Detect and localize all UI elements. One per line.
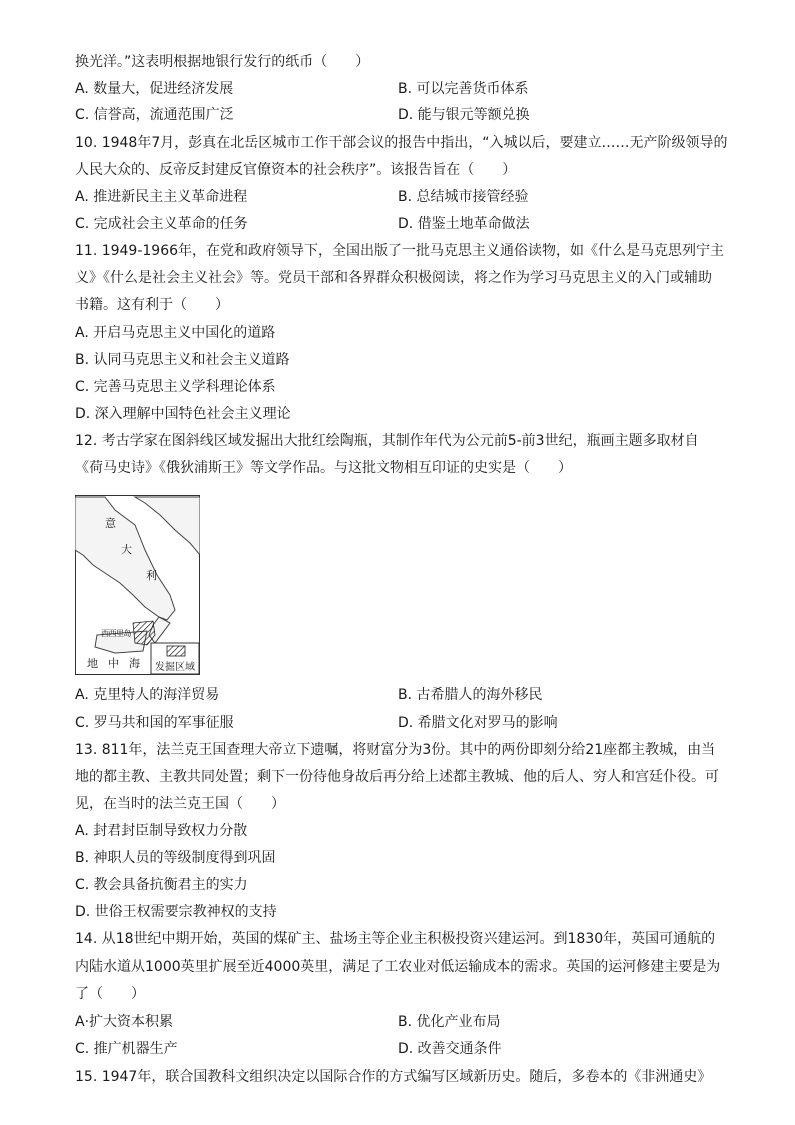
map-label-sicily: 西西里岛 [101, 629, 131, 638]
q12-option-c[interactable]: C. 罗马共和国的军事征服 [75, 715, 234, 731]
q14-option-b[interactable]: B. 优化产业布局 [398, 1014, 501, 1030]
q11-stem-line2: 义》《什么是社会主义社会》等。党员干部和各界群众积极阅读，将之作为学习马克思主义的入门或辅助 [75, 270, 712, 286]
q13-stem-line1: 13. 811年，法兰克王国查理大帝立下遗嘱，将财富分为3份。其中的两份即刻分给21座都主教城，由当 [75, 742, 716, 758]
q10-option-a[interactable]: A. 推进新民主主义革命进程 [75, 189, 248, 205]
q11-stem-line3: 书籍。这有利于（ ） [75, 297, 229, 313]
q14-option-c[interactable]: C. 推广机器生产 [75, 1041, 178, 1057]
q11-option-a[interactable]: A. 开启马克思主义中国化的道路 [75, 325, 276, 341]
q12-stem-line2: 《荷马史诗》《俄狄浦斯王》等文学作品。与这批文物相互印证的史实是（ ） [75, 460, 572, 476]
map-label-di: 地 [87, 657, 98, 670]
q14-stem-line3: 了（ ） [75, 986, 145, 1002]
map-label-yi: 意 [105, 517, 116, 530]
q10-option-d[interactable]: D. 借鉴土地革命做法 [398, 216, 530, 232]
q14-stem-line2: 内陆水道从1000英里扩展至近4000英里，满足了工农业对低运输成本的需求。英国的运河修建主要是为 [75, 959, 721, 975]
q14-option-d[interactable]: D. 改善交通条件 [398, 1041, 502, 1057]
map-label-li: 利 [146, 569, 157, 582]
legend-hatch-swatch [167, 646, 185, 656]
q13-option-d[interactable]: D. 世俗王权需要宗教神权的支持 [75, 904, 277, 920]
q12-option-b[interactable]: B. 古希腊人的海外移民 [398, 687, 543, 703]
q9-option-a[interactable]: A. 数量大，促进经济发展 [75, 81, 234, 97]
q12-option-a[interactable]: A. 克里特人的海洋贸易 [75, 687, 220, 703]
q9-option-b[interactable]: B. 可以完善货币体系 [398, 81, 529, 97]
q10-option-b[interactable]: B. 总结城市接管经验 [398, 189, 529, 205]
q13-option-a[interactable]: A. 封君封臣制导致权力分散 [75, 823, 248, 839]
map-legend-label: 发掘区域 [155, 662, 195, 673]
q14-option-a[interactable]: A·扩大资本积累 [75, 1014, 174, 1030]
q13-stem-line3: 见，在当时的法兰克王国（ ） [75, 796, 285, 812]
q13-option-b[interactable]: B. 神职人员的等级制度得到巩固 [75, 850, 276, 866]
map-label-hai: 海 [129, 657, 140, 670]
q10-stem-line1: 10. 1948年7月，彭真在北岳区城市工作干部会议的报告中指出，“入城以后，要建立……无产阶级领导的 [75, 135, 728, 151]
q11-stem-line1: 11. 1949-1966年，在党和政府领导下，全国出版了一批马克思主义通俗读物，如《什么是马克思列宁主 [75, 243, 725, 259]
q13-option-c[interactable]: C. 教会具备抗衡君主的实力 [75, 877, 248, 893]
q9-stem-tail: 换光洋。”这表明根据地银行发行的纸币（ ） [75, 54, 370, 70]
q15-stem-line1: 15. 1947年，联合国教科文组织决定以国际合作的方式编写区域新历史。随后，多卷本的《非洲通史》 [75, 1069, 712, 1085]
q12-stem-line1: 12. 考古学家在图斜线区域发掘出大批红绘陶瓶，其制作年代为公元前5-前3世纪，瓶画主题多取材自 [75, 433, 699, 449]
q14-stem-line1: 14. 从18世纪中期开始，英国的煤矿主、盐场主等企业主积极投资兴建运河。到1830年，英国可通航的 [75, 931, 716, 947]
map-label-zhong: 中 [108, 657, 119, 670]
q10-option-c[interactable]: C. 完成社会主义革命的任务 [75, 216, 248, 232]
q9-option-d[interactable]: D. 能与银元等额兑换 [398, 107, 530, 123]
q13-stem-line2: 地的都主教、主教共同处置；剩下一份待他身故后再分给上述都主教城、他的后人、穷人和宫廷仆役。可 [75, 769, 719, 785]
italy-map [75, 495, 200, 675]
q11-option-c[interactable]: C. 完善马克思主义学科理论体系 [75, 379, 276, 395]
q11-option-b[interactable]: B. 认同马克思主义和社会主义道路 [75, 352, 290, 368]
q9-option-c[interactable]: C. 信誉高，流通范围广泛 [75, 107, 234, 123]
q10-stem-line2: 人民大众的、反帝反封建反官僚资本的社会秩序”。该报告旨在（ ） [75, 162, 517, 178]
q11-option-d[interactable]: D. 深入理解中国特色社会主义理论 [75, 406, 291, 422]
q12-option-d[interactable]: D. 希腊文化对罗马的影响 [398, 715, 558, 731]
map-label-da: 大 [121, 543, 132, 556]
